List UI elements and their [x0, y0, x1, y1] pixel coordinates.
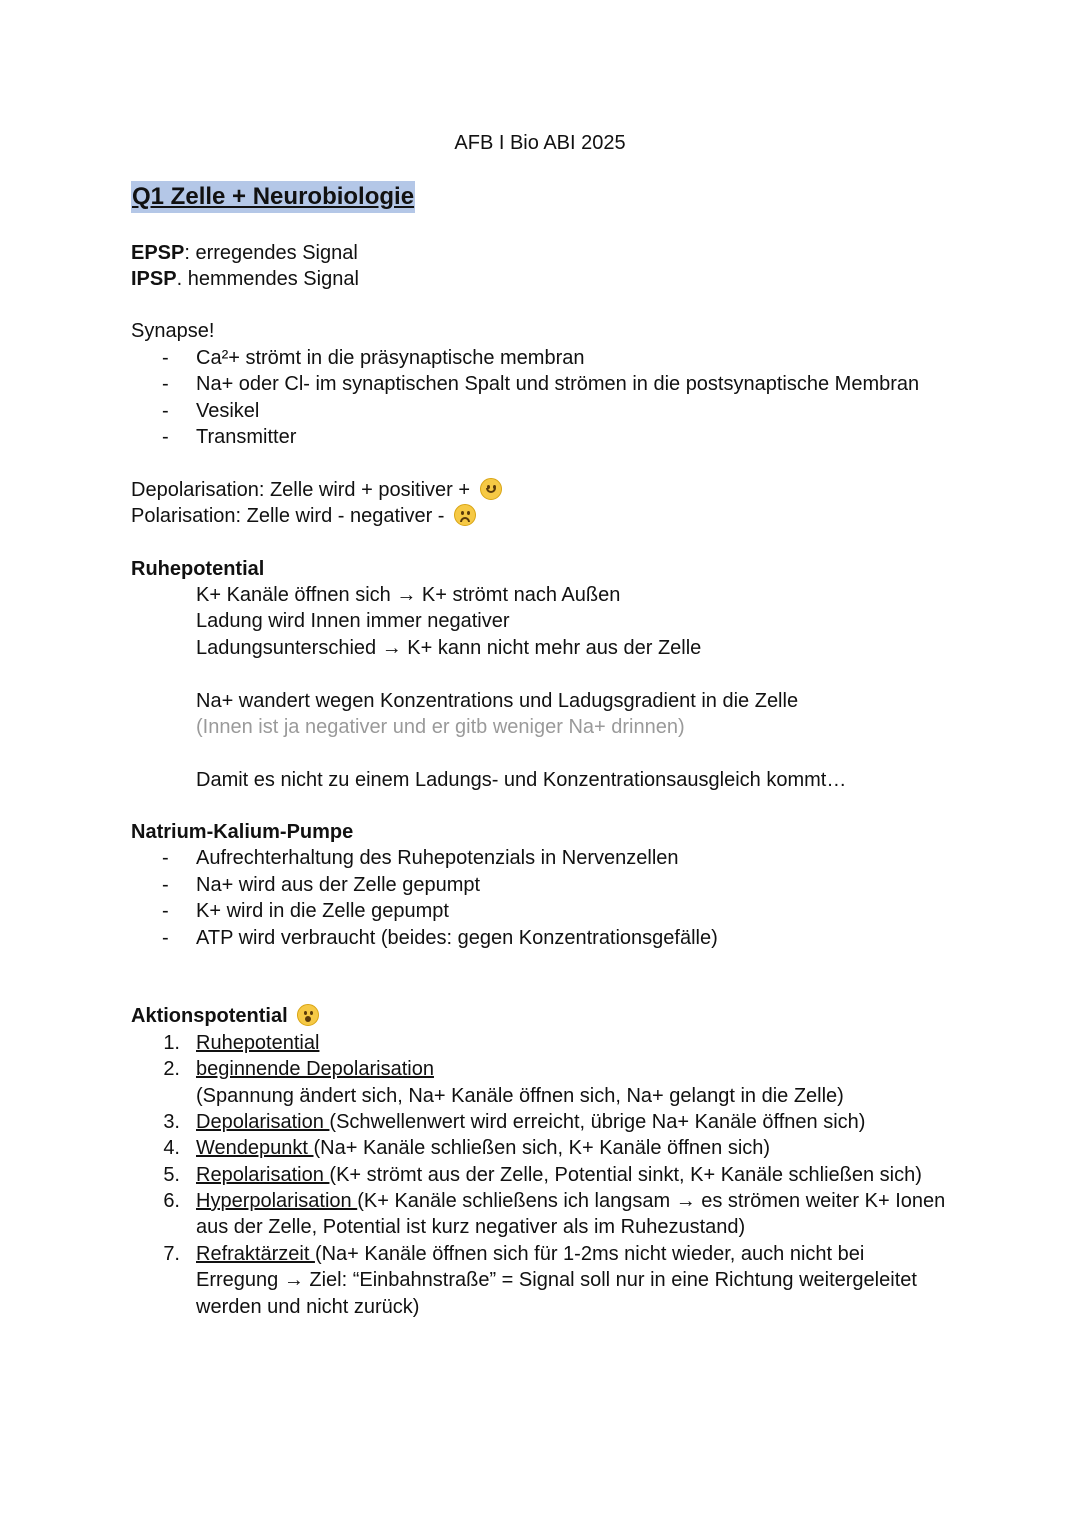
list-item-continuation: aus der Zelle, Potential ist kurz negativer als im Ruhezustand)	[196, 1216, 746, 1238]
list-number: 1.	[163, 1032, 180, 1054]
list-item-text: (Na+ Kanäle schließen sich, K+ Kanäle öffnen sich)	[313, 1137, 771, 1159]
epsp-text: : erregendes Signal	[184, 242, 358, 264]
list-item	[196, 1135, 770, 1161]
ruhepotential-title: Ruhepotential	[131, 558, 265, 580]
list-item-term: Depolarisation	[196, 1111, 330, 1133]
depolarisation-text: Depolarisation: Zelle wird + positiver +	[131, 479, 471, 501]
pumpe-item: ATP wird verbraucht (beides: gegen Konzentrationsgefälle)	[196, 927, 718, 949]
ruhepotential-line: Ladung wird Innen immer negativer	[196, 610, 510, 632]
list-number: 4.	[163, 1137, 180, 1159]
bullet-dash: -	[162, 400, 169, 422]
list-item-text: (Schwellenwert wird erreicht, übrige Na+ Kanäle öffnen sich)	[329, 1111, 866, 1133]
list-item-text: (K+ strömt aus der Zelle, Potential sinkt, K+ Kanäle schließen sich)	[329, 1164, 922, 1186]
synapse-title: Synapse!	[131, 320, 215, 342]
aktionspotential-title-line	[131, 1003, 319, 1029]
list-item-term: Repolarisation	[196, 1164, 330, 1186]
list-item	[196, 1109, 865, 1135]
pumpe-item: Na+ wird aus der Zelle gepumpt	[196, 874, 481, 896]
bullet-dash: -	[162, 900, 169, 922]
list-item-continuation: werden und nicht zurück)	[196, 1296, 420, 1318]
ruhepotential-line: Ladungsunterschied → K+ kann nicht mehr aus der Zelle	[196, 637, 702, 659]
ipsp-line	[131, 266, 359, 292]
ruhepotential-line: Na+ wandert wegen Konzentrations und Ladugsgradient in die Zelle	[196, 690, 799, 712]
list-number: 2.	[163, 1058, 180, 1080]
pumpe-item: K+ wird in die Zelle gepumpt	[196, 900, 449, 922]
epsp-term: EPSP	[131, 242, 185, 264]
list-number: 7.	[163, 1243, 180, 1265]
list-item	[196, 1056, 434, 1082]
depolarisation-line	[131, 477, 502, 503]
list-item-continuation: (Spannung ändert sich, Na+ Kanäle öffnen sich, Na+ gelangt in die Zelle)	[196, 1085, 844, 1107]
list-item	[196, 1162, 922, 1188]
list-item-term: beginnende Depolarisation	[196, 1058, 434, 1080]
list-item-term: Hyperpolarisation	[196, 1190, 358, 1212]
ruhepotential-line: K+ Kanäle öffnen sich → K+ strömt nach Außen	[196, 584, 621, 606]
document-title: AFB I Bio ABI 2025	[454, 132, 626, 154]
list-item-text: (Na+ Kanäle öffnen sich für 1-2ms nicht wieder, auch nicht bei	[314, 1243, 865, 1265]
section-heading: Q1 Zelle + Neurobiologie	[131, 181, 415, 213]
frowning-face-icon	[454, 504, 476, 526]
bullet-dash: -	[162, 373, 169, 395]
bullet-dash: -	[162, 847, 169, 869]
list-item-term: Refraktärzeit	[196, 1243, 315, 1265]
polarisation-text: Polarisation: Zelle wird - negativer -	[131, 505, 445, 527]
bullet-dash: -	[162, 347, 169, 369]
pumpe-item: Aufrechterhaltung des Ruhepotenzials in Nervenzellen	[196, 847, 679, 869]
list-number: 5.	[163, 1164, 180, 1186]
bullet-dash: -	[162, 874, 169, 896]
ipsp-text: . hemmendes Signal	[176, 268, 359, 290]
epsp-line	[131, 240, 358, 266]
polarisation-line	[131, 503, 476, 529]
astonished-face-icon	[297, 1004, 319, 1026]
bullet-dash: -	[162, 426, 169, 448]
synapse-item: Vesikel	[196, 400, 260, 422]
list-item-continuation: Erregung → Ziel: “Einbahnstraße” = Signal soll nur in eine Richtung weitergeleitet	[196, 1269, 917, 1291]
ruhepotential-line: Damit es nicht zu einem Ladungs- und Konzentrationsausgleich kommt…	[196, 769, 847, 791]
pumpe-title: Natrium-Kalium-Pumpe	[131, 821, 354, 843]
synapse-item: Ca²+ strömt in die präsynaptische membran	[196, 347, 585, 369]
list-number: 6.	[163, 1190, 180, 1212]
list-number: 3.	[163, 1111, 180, 1133]
list-item	[196, 1030, 319, 1056]
aktionspotential-title: Aktionspotential	[131, 1005, 288, 1027]
synapse-item: Transmitter	[196, 426, 297, 448]
list-item-term: Wendepunkt	[196, 1137, 314, 1159]
list-item-text: (K+ Kanäle schließens ich langsam → es strömen weiter K+ Ionen	[357, 1190, 946, 1212]
list-item-term: Ruhepotential	[196, 1032, 320, 1054]
ruhepotential-note: (Innen ist ja negativer und er gitb weniger Na+ drinnen)	[196, 716, 685, 738]
synapse-item: Na+ oder Cl- im synaptischen Spalt und strömen in die postsynaptische Membran	[196, 373, 920, 395]
ipsp-term: IPSP	[131, 268, 177, 290]
smiling-face-icon	[480, 478, 502, 500]
list-item	[196, 1188, 945, 1214]
list-item	[196, 1241, 864, 1267]
bullet-dash: -	[162, 927, 169, 949]
